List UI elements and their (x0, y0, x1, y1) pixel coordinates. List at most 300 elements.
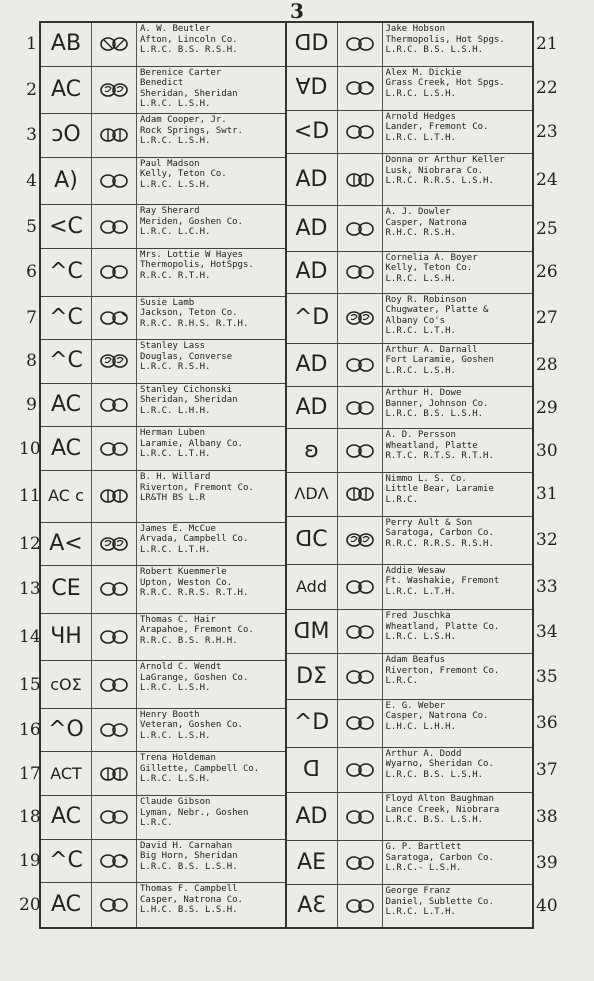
owner-address: Afton, Lincoln Co. (140, 34, 238, 45)
owner-info (383, 294, 533, 343)
brand-symbol: AC (41, 384, 92, 427)
brand-location-code: L.R.C. L.H.H. (140, 405, 211, 416)
owner-address: Jackson, Teton Co. (140, 308, 238, 319)
owner-address: Sheridan, Sheridan (140, 395, 238, 406)
owner-info (137, 23, 285, 66)
record-number: 27 (536, 308, 558, 329)
owner-info (137, 883, 285, 927)
earmark-icon (99, 127, 129, 143)
owner-name: Claude Gibson (140, 797, 211, 808)
left-column (19, 23, 287, 927)
record-number: 36 (536, 713, 558, 734)
owner-info (137, 158, 285, 205)
owner-address: Lance Creek, Niobrara (385, 804, 500, 815)
owner-name: Robert Kuemmerle (140, 567, 227, 578)
brand-location-code: L.R.C. (385, 494, 419, 505)
earmark-cell (338, 700, 383, 747)
owner-name: Jake Hobson (385, 24, 446, 34)
earmark-cell (92, 566, 137, 613)
owner-address: Kelly, Teton Co. (385, 263, 473, 274)
brand-location-code: R.R.C. R.R.S. R.S.H. (385, 538, 494, 549)
brand-record-row (287, 154, 558, 206)
brand-location-code: L.R.C. B.S. L.S.H. (385, 45, 484, 55)
brand-location-code: L.H.C. L.H.H. (385, 721, 456, 732)
record-number: 17 (19, 763, 41, 784)
owner-info (383, 885, 533, 927)
earmark-cell (338, 748, 383, 793)
earmark-icon (99, 809, 129, 825)
owner-info (137, 709, 285, 752)
record-number: 14 (19, 627, 41, 647)
brand-record-row (287, 517, 558, 565)
owner-name: Arthur A. Darnall (385, 344, 478, 355)
earmark-cell (92, 114, 137, 157)
brand-record-row (287, 252, 558, 294)
earmark-icon (345, 532, 375, 548)
record-number: 32 (536, 530, 558, 551)
brand-record-row (19, 752, 285, 796)
brand-location-code: R.R.C. R.R.S. R.T.H. (140, 588, 249, 599)
record-number: 28 (536, 354, 558, 375)
brand-location-code: L.R.C. L.T.H. (385, 132, 456, 143)
earmark-icon (99, 310, 129, 326)
earmark-cell (338, 387, 383, 428)
owner-address: Ft. Washakie, Fremont (385, 576, 500, 587)
owner-address: Lusk, Niobrara Co. (385, 165, 484, 176)
earmark-icon (345, 669, 375, 685)
record-number: 23 (536, 121, 558, 142)
brand-record-row (19, 840, 285, 884)
owner-address: Casper, Natrona (385, 217, 467, 228)
brand-symbol: Add (287, 565, 338, 610)
owner-info (137, 205, 285, 248)
owner-name: Thomas C. Hair (140, 614, 216, 625)
brand-location-code: L.R.C. L.S.H. (385, 273, 456, 284)
earmark-icon (345, 124, 375, 140)
brand-symbol: ↄO (41, 114, 92, 157)
brand-symbol: A< (41, 523, 92, 566)
earmark-cell (338, 429, 383, 472)
record-number: 22 (536, 78, 558, 99)
earmark-cell (92, 23, 137, 66)
earmark-cell (92, 471, 137, 522)
earmark-icon (99, 897, 129, 913)
record-number: 3 (26, 125, 37, 146)
owner-name: James E. McCue (140, 523, 216, 534)
brand-symbol: ACT (41, 752, 92, 795)
brand-symbol: AC (41, 883, 92, 927)
owner-name: Adam Cooper, Jr. (140, 115, 227, 126)
owner-address: Grass Creek, Hot Spgs. (385, 78, 505, 89)
owner-info (383, 23, 533, 66)
brand-record-row (287, 885, 558, 927)
owner-address: Arapahoe, Fremont Co. (140, 625, 254, 636)
owner-name: Arthur A. Dodd (385, 748, 462, 759)
owner-info (137, 297, 285, 340)
owner-info (137, 661, 285, 708)
owner-info (137, 566, 285, 613)
brand-record-row (287, 473, 558, 517)
owner-address: Kelly, Teton Co. (140, 169, 227, 180)
brand-record-row (287, 294, 558, 344)
earmark-icon (345, 624, 375, 640)
owner-info (383, 473, 533, 516)
earmark-cell (92, 67, 137, 114)
earmark-cell (338, 111, 383, 154)
owner-address: Big Horn, Sheridan (140, 851, 238, 862)
owner-name: George Franz (385, 886, 451, 897)
earmark-cell (338, 793, 383, 840)
owner-address: Banner, Johnson Co. (385, 398, 489, 409)
brand-location-code: R.R.C. R.T.H. (140, 270, 211, 281)
brand-location-code: L.H.C. B.S. L.S.H. (140, 905, 238, 916)
brand-location-code: L.R.C. L.S.H. (140, 136, 211, 147)
earmark-icon (99, 629, 129, 645)
owner-name: Adam Beafus (385, 655, 446, 666)
earmark-cell (338, 294, 383, 343)
right-column (287, 23, 558, 927)
brand-location-code: R.R.C. R.H.S. R.T.H. (140, 318, 249, 329)
brand-record-row (287, 654, 558, 700)
owner-address: Chugwater, Platte & (385, 305, 489, 316)
brand-location-code: L.R.C. L.S.H. (385, 88, 456, 99)
earmark-cell (338, 154, 383, 205)
brand-symbol: <D (287, 111, 338, 154)
owner-name: Thomas F. Campbell (140, 884, 238, 895)
earmark-cell (92, 614, 137, 661)
earmark-cell (92, 427, 137, 470)
brand-symbol: AE (287, 841, 338, 884)
owner-info (383, 793, 533, 840)
earmark-icon (345, 486, 375, 502)
brand-location-code: L.R.C.- L.S.H. (385, 863, 462, 874)
owner-address: LaGrange, Goshen Co. (140, 672, 249, 683)
brand-record-row (287, 111, 558, 155)
owner-address: Veteran, Goshen Co. (140, 720, 243, 731)
brand-symbol: AC (41, 427, 92, 470)
record-number: 38 (536, 806, 558, 827)
brand-record-row (19, 523, 285, 567)
owner-name: Paul Madson (140, 158, 200, 169)
brand-symbol: AC (41, 796, 92, 839)
owner-address: Upton, Weston Co. (140, 577, 233, 588)
earmark-icon (99, 766, 129, 782)
owner-address: Fort Laramie, Goshen (385, 355, 494, 366)
earmark-icon (345, 855, 375, 871)
brand-symbol: AB (41, 23, 92, 66)
earmark-icon (345, 264, 375, 280)
owner-info (383, 111, 533, 154)
owner-name: Perry Ault & Son (385, 517, 473, 528)
brand-symbol: AC c (41, 471, 92, 522)
owner-name: Henry Booth (140, 709, 200, 720)
earmark-cell (338, 206, 383, 251)
brand-record-row (26, 114, 285, 158)
owner-name: Herman Luben (140, 428, 206, 439)
owner-name: A. J. Dowler (385, 207, 451, 218)
brand-record-row (19, 471, 285, 523)
record-number: 8 (26, 351, 37, 372)
earmark-cell (92, 661, 137, 708)
owner-address: Casper, Natrona Co. (385, 711, 489, 722)
brand-location-code: L.R.C. B.S. L.S.H. (385, 815, 484, 826)
owner-name: Roy R. Robinson (385, 294, 467, 305)
earmark-cell (338, 67, 383, 110)
record-number: 24 (536, 169, 558, 190)
owner-name: Stanley Cichonski (140, 384, 233, 395)
earmark-cell (92, 340, 137, 383)
owner-name: G. P. Bartlett (385, 842, 462, 853)
record-number: 1 (26, 34, 37, 55)
brand-record-row (287, 565, 558, 611)
record-number: 20 (19, 895, 41, 916)
owner-info (383, 517, 533, 564)
brand-record-row (287, 67, 558, 111)
owner-info (383, 748, 533, 793)
brand-symbol: AD (287, 206, 338, 251)
brand-record-row (26, 205, 285, 249)
brand-symbol: ᗡD (287, 23, 338, 66)
brand-record-row (26, 23, 285, 67)
brand-symbol: ᗡC (287, 517, 338, 564)
brand-symbol: ^C (41, 297, 92, 340)
brand-location-code: L.R.C. R.S.H. (140, 362, 211, 373)
brand-symbol: AD (287, 793, 338, 840)
owner-name: Berenice Carter (140, 67, 222, 78)
owner-info (137, 523, 285, 566)
earmark-cell (338, 610, 383, 653)
earmark-cell (92, 523, 137, 566)
owner-address: Rock Springs, Swtr. (140, 125, 243, 136)
record-number: 30 (536, 440, 558, 461)
earmark-icon (345, 36, 375, 52)
owner-address: Gillette, Campbell Co. (140, 763, 260, 774)
brand-record-row (287, 841, 558, 885)
brand-record-row (19, 709, 285, 753)
brand-symbol: AC (41, 67, 92, 114)
brand-symbol: ᗡM (287, 610, 338, 653)
brand-record-row (19, 661, 285, 709)
owner-name: Donna or Arthur Keller (385, 155, 505, 166)
brand-symbol: A) (41, 158, 92, 205)
record-number: 4 (26, 171, 37, 192)
brand-location-code: L.R.C. B.S. L.S.H. (140, 861, 238, 872)
brand-location-code: L.R.C. B.S. R.S.H. (140, 45, 238, 55)
owner-address: Sheridan, Sheridan (140, 88, 238, 99)
brand-symbol: ЧH (41, 614, 92, 661)
brand-location-code: L.R.C. L.S.H. (140, 730, 211, 741)
owner-name: Arnold C. Wendt (140, 662, 222, 673)
earmark-cell (338, 23, 383, 66)
record-number: 25 (536, 218, 558, 239)
earmark-icon (345, 443, 375, 459)
earmark-cell (92, 796, 137, 839)
earmark-icon (99, 82, 129, 98)
brand-record-row (26, 158, 285, 206)
owner-name: E. G. Weber (385, 700, 446, 711)
brand-record-row (287, 344, 558, 388)
owner-info (383, 387, 533, 428)
brand-record-row (26, 67, 285, 115)
brand-symbol: ^D (287, 700, 338, 747)
owner-info (383, 206, 533, 251)
brand-record-row (287, 206, 558, 252)
brand-record-row (19, 566, 285, 614)
brand-record-row (19, 796, 285, 840)
brand-location-code: L.R.C. L.S.H. (140, 99, 211, 110)
earmark-icon (345, 898, 375, 914)
earmark-icon (345, 221, 375, 237)
earmark-icon (345, 310, 375, 326)
earmark-cell (92, 752, 137, 795)
owner-info (137, 840, 285, 883)
brand-location-code: R.R.C. B.S. R.H.H. (140, 635, 238, 646)
record-number: 26 (536, 262, 558, 283)
owner-info (383, 841, 533, 884)
earmark-icon (99, 441, 129, 457)
earmark-cell (338, 885, 383, 927)
record-number: 11 (19, 486, 41, 507)
owner-info (383, 700, 533, 747)
record-number: 15 (19, 674, 41, 695)
brand-record-row (26, 340, 285, 384)
brand-record-row (19, 883, 285, 927)
brand-symbol: ΛDΛ (287, 473, 338, 516)
owner-name: Ray Sherard (140, 206, 200, 217)
owner-address: Thermopolis, Hot Spgs. (385, 34, 505, 45)
brand-location-code: L.R.C. L.T.H. (385, 586, 456, 597)
record-number: 13 (19, 579, 41, 600)
earmark-icon (99, 677, 129, 693)
earmark-icon (99, 173, 129, 189)
brand-symbol: ^D (287, 294, 338, 343)
owner-address: Saratoga, Carbon Co. (385, 852, 494, 863)
brand-location-code: L.R.C. L.C.H. (140, 227, 211, 238)
earmark-icon (99, 353, 129, 369)
owner-name: Trena Holdeman (140, 753, 216, 764)
owner-info (383, 252, 533, 293)
brand-location-code: L.R.C. (385, 676, 419, 687)
brand-location-code: LR&TH BS L.R (140, 493, 206, 503)
brand-symbol: AD (287, 252, 338, 293)
earmark-icon (345, 579, 375, 595)
brand-symbol: CE (41, 566, 92, 613)
earmark-cell (92, 709, 137, 752)
earmark-icon (345, 715, 375, 731)
owner-name: Floyd Alton Baughman (385, 794, 494, 805)
brand-record-row (287, 748, 558, 794)
owner-info (383, 154, 533, 205)
earmark-icon (99, 853, 129, 869)
owner-address: Casper, Natrona Co. (140, 894, 243, 905)
earmark-icon (99, 264, 129, 280)
owner-address: Riverton, Fremont Co. (385, 665, 500, 676)
owner-info (137, 67, 285, 114)
owner-address: Lander, Fremont Co. (385, 122, 489, 133)
record-number: 12 (19, 533, 41, 554)
earmark-cell (338, 517, 383, 564)
brand-record-row (19, 427, 285, 471)
brand-location-code: R.H.C. R.S.H. (385, 228, 456, 239)
brand-location-code: R.T.C. R.T.S. R.T.H. (385, 451, 494, 462)
record-number: 18 (19, 807, 41, 828)
owner-info (137, 752, 285, 795)
record-number: 29 (536, 397, 558, 418)
record-number: 5 (26, 216, 37, 237)
brand-symbol: ᗡ (287, 748, 338, 793)
brand-location-code: L.R.C. L.S.H. (140, 179, 211, 190)
brand-symbol: AD (287, 387, 338, 428)
earmark-icon (345, 400, 375, 416)
brand-symbol: DΣ (287, 654, 338, 699)
record-number: 16 (19, 720, 41, 741)
brand-symbol: ᴄOΣ (41, 661, 92, 708)
earmark-icon (345, 762, 375, 778)
earmark-icon (345, 357, 375, 373)
record-number: 10 (19, 438, 41, 459)
earmark-icon (345, 809, 375, 825)
owner-address: Saratoga, Carbon Co. (385, 528, 494, 539)
brand-location-code: L.R.C. L.S.H. (140, 683, 211, 694)
owner-info (137, 471, 285, 522)
brand-record-row (287, 793, 558, 841)
owner-name: Stanley Lass (140, 341, 206, 352)
owner-address: Wheatland, Platte Co. (385, 621, 500, 632)
brand-location-code: L.R.C. L.T.H. (385, 907, 456, 918)
owner-address: Daniel, Sublette Co. (385, 896, 494, 907)
record-number: 9 (26, 395, 37, 416)
earmark-icon (99, 397, 129, 413)
brand-record-row (287, 700, 558, 748)
record-number: 7 (26, 307, 37, 328)
brand-location-code: L.R.C. L.S.H. (385, 365, 456, 376)
earmark-icon (99, 722, 129, 738)
brand-symbol: ^C (41, 249, 92, 296)
owner-name: Nimmo L. S. Co. (385, 473, 467, 484)
earmark-icon (345, 80, 375, 96)
owner-name: Addie Wesaw (385, 565, 446, 576)
owner-name: B. H. Willard (140, 472, 211, 482)
earmark-cell (92, 249, 137, 296)
brand-location-code: L.R.C. B.S. L.S.H. (385, 769, 484, 780)
owner-address: Lyman, Nebr., Goshen (140, 807, 249, 818)
earmark-cell (92, 840, 137, 883)
brand-symbol: AƐ (287, 885, 338, 927)
owner-address: Albany Co's (385, 315, 446, 326)
owner-info (383, 344, 533, 387)
record-number: 34 (536, 621, 558, 642)
earmark-icon (99, 536, 129, 552)
brand-location-code: L.R.C. L.T.H. (140, 544, 211, 555)
owner-name: Arnold Hedges (385, 111, 456, 122)
owner-address: Meriden, Goshen Co. (140, 216, 243, 227)
brand-ledger-table (19, 21, 558, 929)
owner-name: Susie Lamb (140, 297, 195, 308)
brand-location-code: L.R.C. R.R.S. L.S.H. (385, 176, 494, 187)
owner-info (383, 565, 533, 610)
brand-location-code: L.R.C. L.S.H. (385, 632, 456, 643)
earmark-cell (92, 297, 137, 340)
earmark-icon (99, 36, 129, 52)
brand-record-row (19, 614, 285, 662)
record-number: 35 (536, 666, 558, 687)
page-number: 3 (290, 0, 304, 23)
owner-name: Cornelia A. Boyer (385, 252, 478, 263)
brand-symbol: AD (287, 344, 338, 387)
earmark-cell (338, 473, 383, 516)
brand-record-row (26, 384, 285, 428)
owner-address: Wheatland, Platte (385, 440, 478, 451)
